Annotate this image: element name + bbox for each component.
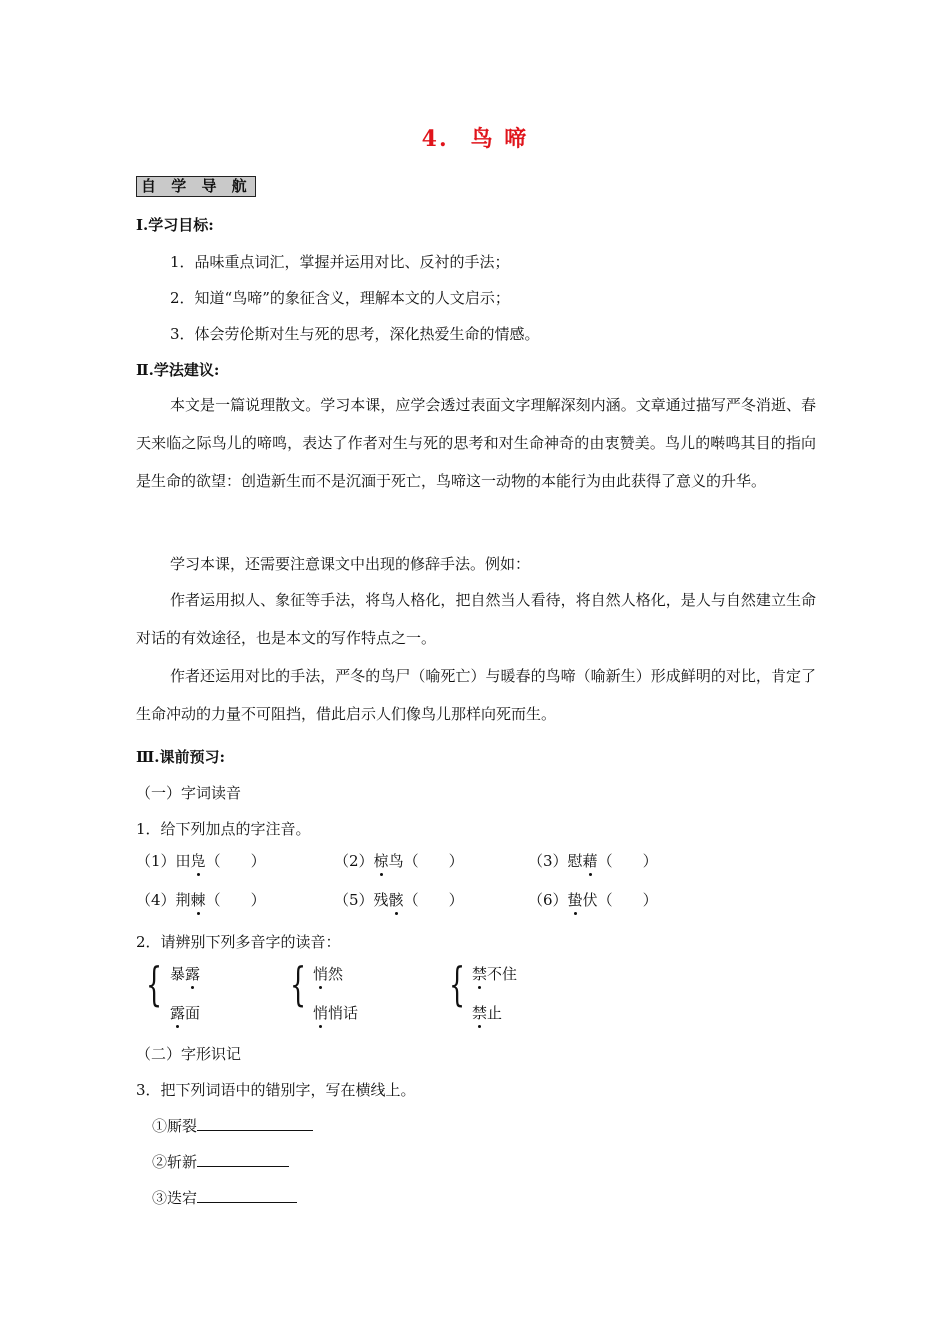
pinyin-item: （6）蛰伏（ ） xyxy=(528,891,658,909)
part-two-label: （二）字形识记 xyxy=(136,1045,242,1063)
goal-item: 1．品味重点词汇，掌握并运用对比、反衬的手法； xyxy=(170,253,510,271)
question-3: 3．把下列词语中的错别字，写在横线上。 xyxy=(136,1081,416,1099)
pinyin-item: （4）荆棘（ ） xyxy=(136,891,266,909)
polyphone-word: 悄然 xyxy=(313,965,344,983)
question-2: 2．请辨别下列多音字的读音： xyxy=(136,933,341,951)
polyphone-word: 暴露 xyxy=(170,965,201,983)
brace-icon: { xyxy=(449,957,466,1011)
advice-paragraph-4: 作者还运用对比的手法，严冬的鸟尸（喻死亡）与暖春的鸟啼（喻新生）形成鲜明的对比，肯定了生命冲动的力量不可阻挡，借此启示人们像鸟儿那样向死而生。 xyxy=(136,667,816,723)
part-one-label: （一）字词读音 xyxy=(136,784,242,802)
answer-blank[interactable] xyxy=(197,1116,313,1131)
goal-item: 3．体会劳伦斯对生与死的思考，深化热爱生命的情感。 xyxy=(170,325,540,343)
lesson-title xyxy=(0,122,950,153)
preview-heading: Ⅲ.课前预习: xyxy=(136,748,226,766)
pinyin-item: （5）残骸（ ） xyxy=(334,891,464,909)
goal-item: 2．知道“鸟啼”的象征含义，理解本文的人文启示； xyxy=(170,289,510,307)
lesson-name: 鸟 啼 xyxy=(470,126,529,152)
advice-paragraph-3: 作者运用拟人、象征等手法，将鸟人格化，把自然当人看待，将自然人格化，是人与自然建立生命对话的有效途径，也是本文的写作特点之一。 xyxy=(136,591,816,647)
pinyin-item: （2）椋鸟（ ） xyxy=(334,852,464,870)
typo-item: ①厮裂 xyxy=(152,1115,313,1136)
advice-heading: Ⅱ.学法建议: xyxy=(136,361,220,379)
brace-icon: { xyxy=(146,957,163,1011)
section-label: 自 学 导 航 xyxy=(136,176,256,197)
typo-item: ②斩新 xyxy=(152,1151,289,1172)
advice-paragraph-2: 学习本课，还需要注意课文中出现的修辞手法。例如： xyxy=(170,555,531,573)
polyphone-word: 露面 xyxy=(170,1004,201,1022)
lesson-number: 4. xyxy=(421,126,449,152)
polyphone-word: 悄悄话 xyxy=(313,1004,359,1022)
pinyin-item: （1）田凫（ ） xyxy=(136,852,266,870)
polyphone-word: 禁止 xyxy=(472,1004,503,1022)
advice-paragraph-1: 本文是一篇说理散文。学习本课，应学会透过表面文字理解深刻内涵。文章通过描写严冬消逝、春天来临之际鸟儿的啼鸣，表达了作者对生与死的思考和对生命神奇的由衷赞美。鸟儿的啭鸣其目的指向是生命的欲望：创造新生而不是沉湎于死亡，鸟啼这一动物的本能行为由此获得了意义的升华。 xyxy=(136,396,816,490)
pinyin-item: （3）慰藉（ ） xyxy=(528,852,658,870)
typo-item: ③迭宕 xyxy=(152,1187,297,1208)
polyphone-word: 禁不住 xyxy=(472,965,518,983)
answer-blank[interactable] xyxy=(197,1152,289,1167)
brace-icon: { xyxy=(290,957,307,1011)
answer-blank[interactable] xyxy=(197,1188,297,1203)
goals-heading: Ⅰ.学习目标: xyxy=(136,216,214,234)
question-1: 1．给下列加点的字注音。 xyxy=(136,820,311,838)
